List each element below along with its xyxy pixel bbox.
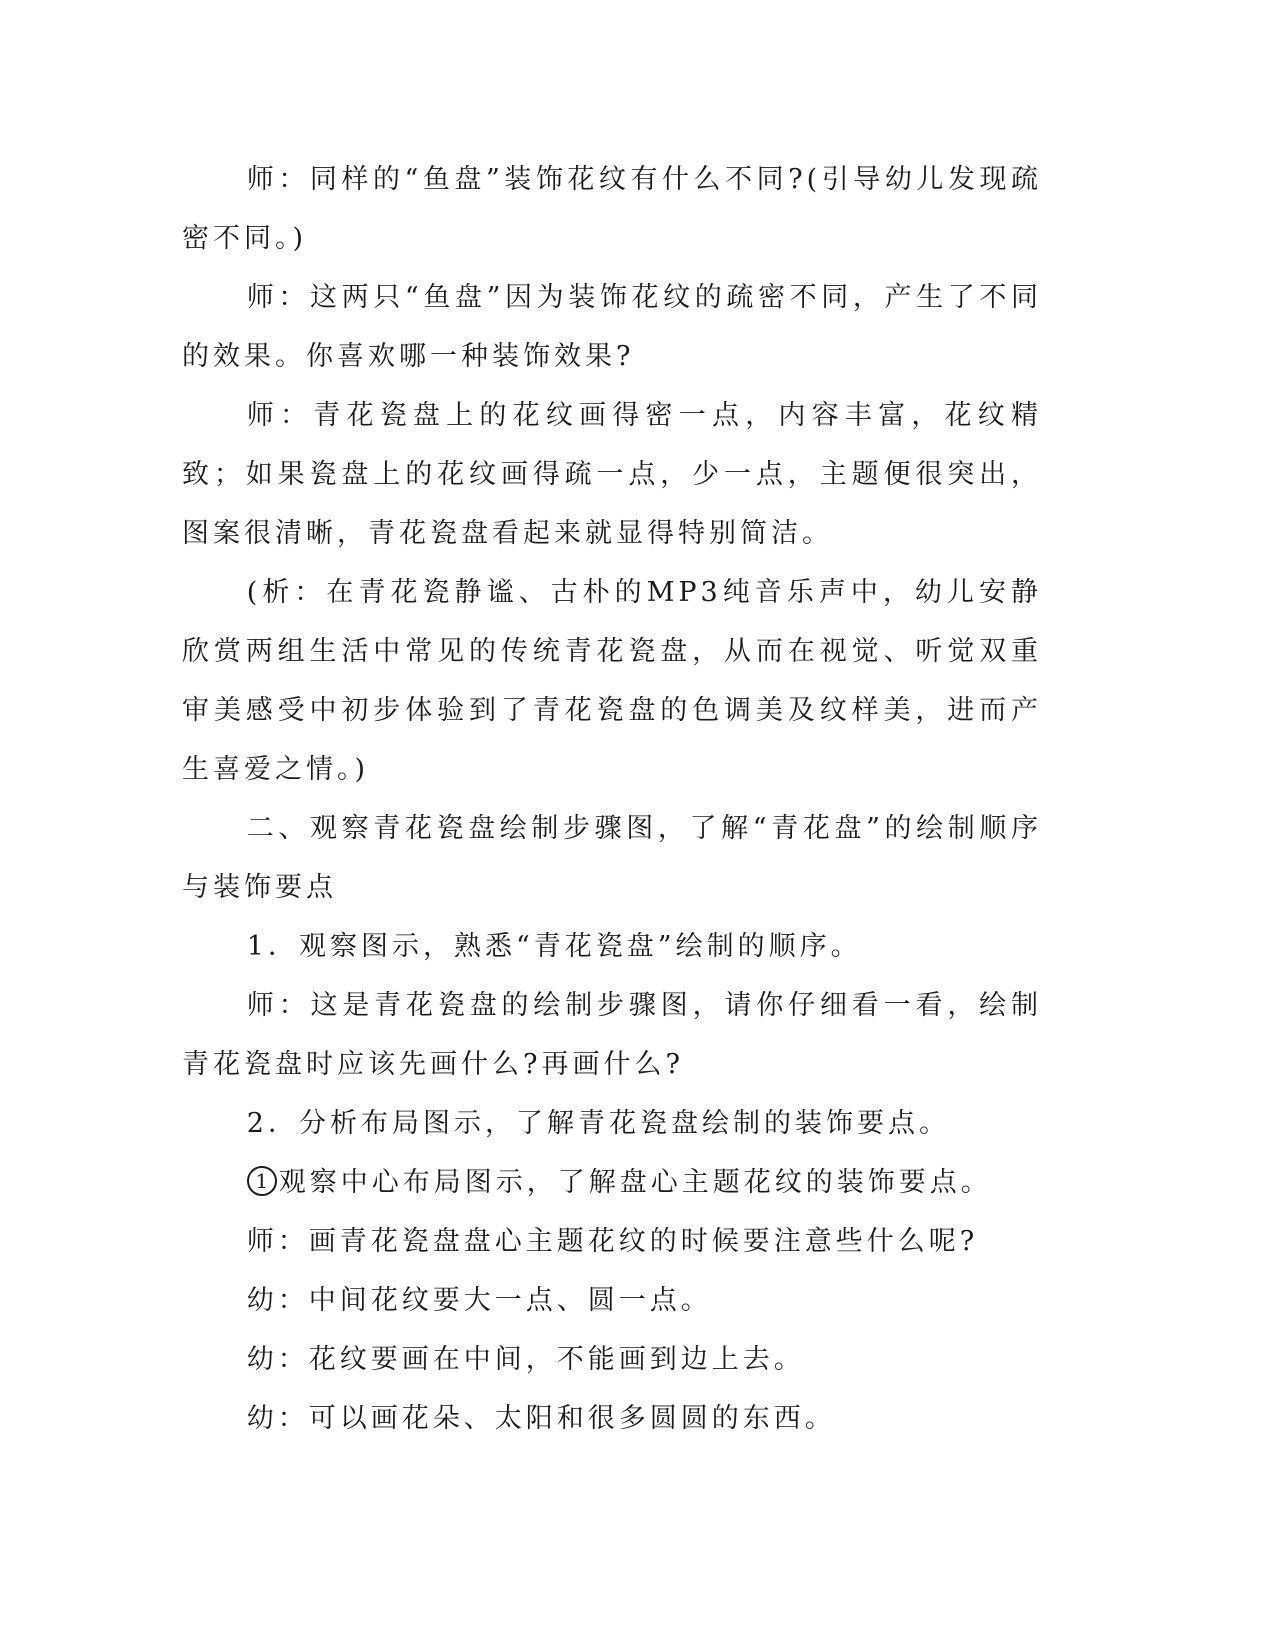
- paragraph-child-answer-2: 幼：花纹要画在中间，不能画到边上去。: [246, 1344, 805, 1375]
- paragraph-fish-plate-question: 师：同样的“鱼盘”装饰花纹有什么不同?(引导幼儿发现疏密不同。): [182, 164, 1042, 254]
- circled-item-text: 观察中心布局图示，了解盘心主题花纹的装饰要点。: [278, 1167, 992, 1198]
- paragraph-analysis-note: (析：在青花瓷静谧、古朴的MP3纯音乐声中，幼儿安静欣赏两组生活中常见的传统青花瓷盘，从而在视觉、听觉双重审美感受中初步体验到了青花瓷盘的色调美及纹样美，进而产生喜爱之情。): [182, 577, 1042, 785]
- paragraph-steps-question: 师：这是青花瓷盘的绘制步骤图，请你仔细看一看，绘制青花瓷盘时应该先画什么?再画什么?: [182, 990, 1042, 1080]
- circled-number-badge: 1: [247, 1166, 277, 1196]
- document-body: [182, 150, 1042, 1448]
- paragraph-child-answer-1: 幼：中间花纹要大一点、圆一点。: [246, 1285, 712, 1316]
- paragraph-child-answer-3: 幼：可以画花朵、太阳和很多圆圆的东西。: [246, 1403, 836, 1434]
- list-item-2: 2．分析布局图示，了解青花瓷盘绘制的装饰要点。: [246, 1108, 950, 1139]
- paragraph-teacher-question: 师：画青花瓷盘盘心主题花纹的时候要注意些什么呢?: [246, 1226, 979, 1257]
- list-item-1: 1．观察图示，熟悉“青花瓷盘”绘制的顺序。: [246, 931, 862, 962]
- section-heading-drawing-steps: 二、观察青花瓷盘绘制步骤图，了解“青花盘”的绘制顺序与装饰要点: [182, 813, 1042, 903]
- paragraph-density-effect: 师：这两只“鱼盘”因为装饰花纹的疏密不同，产生了不同的效果。你喜欢哪一种装饰效果?: [182, 282, 1042, 372]
- paragraph-pattern-explanation: 师：青花瓷盘上的花纹画得密一点，内容丰富，花纹精致；如果瓷盘上的花纹画得疏一点，少一点，主题便很突出，图案很清晰，青花瓷盘看起来就显得特别简洁。: [182, 400, 1042, 549]
- circled-item-center-layout: [182, 1153, 1042, 1212]
